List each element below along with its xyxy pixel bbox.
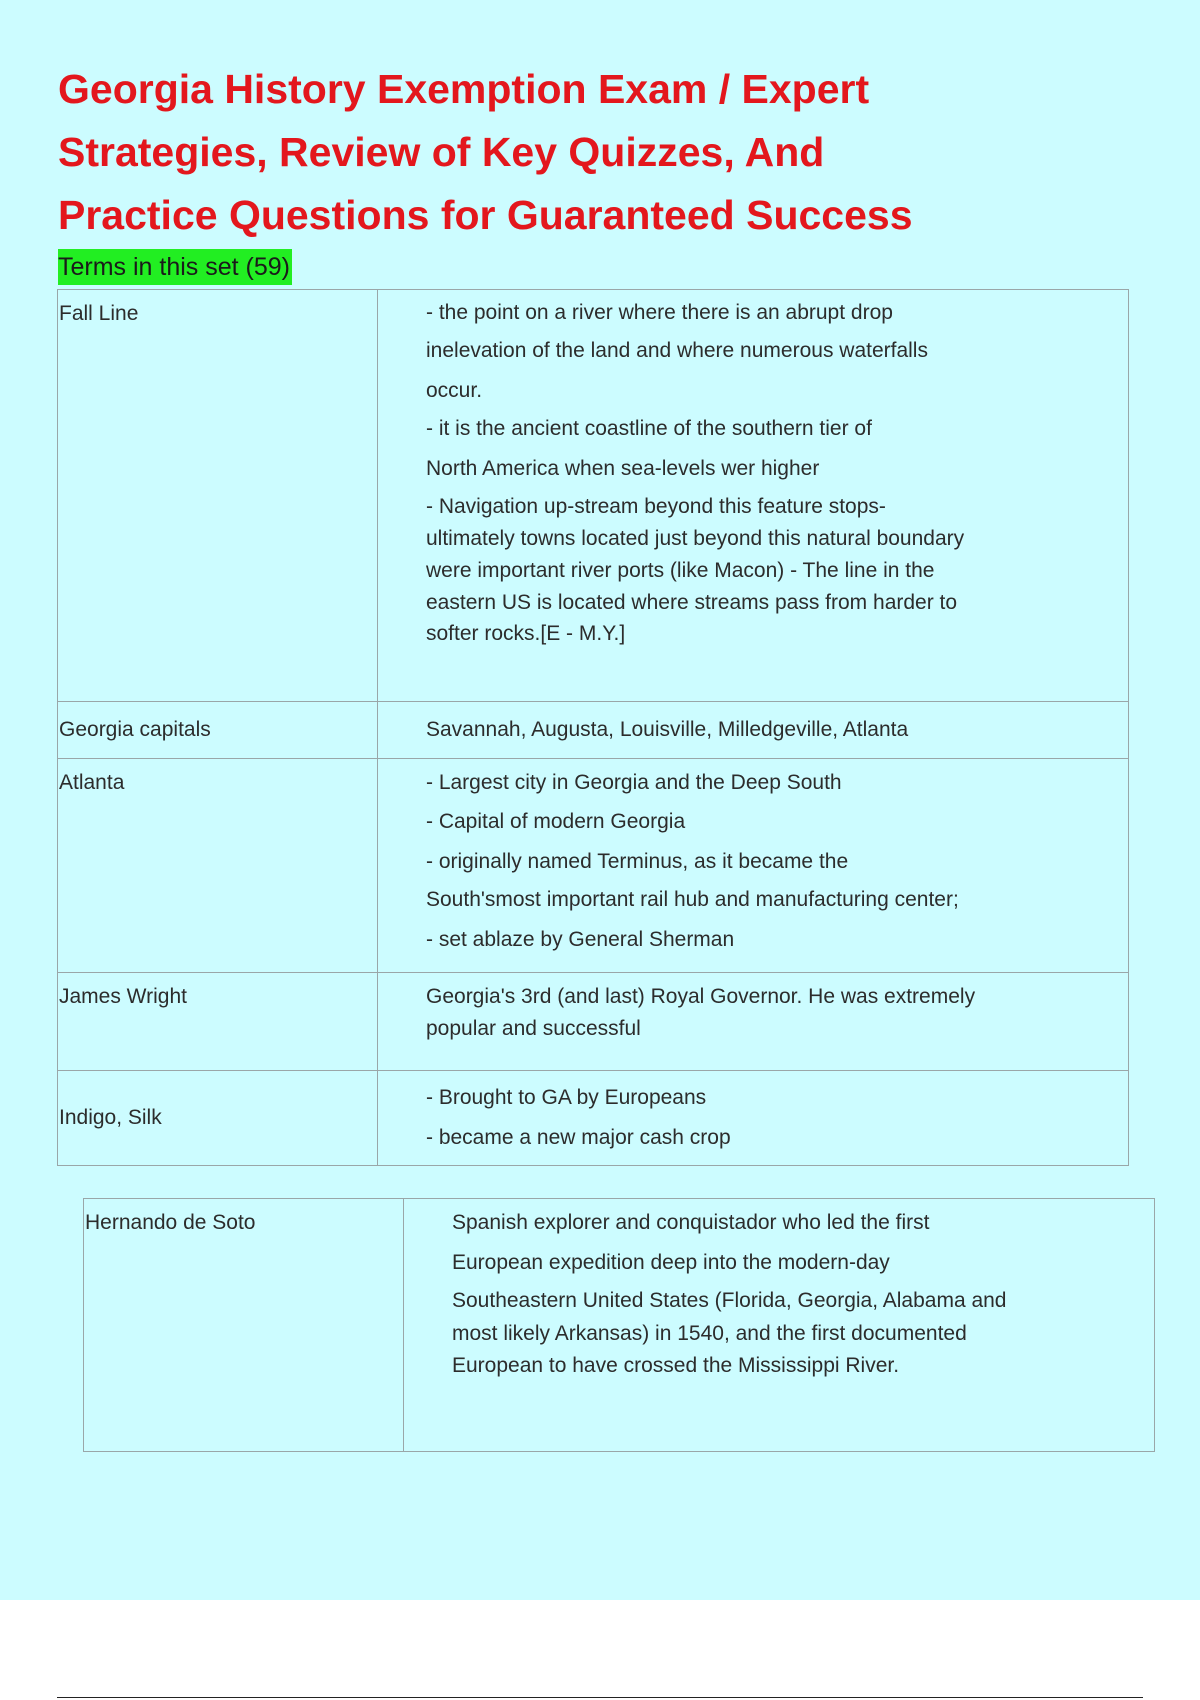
definition-line: - Brought to GA by Europeans	[426, 1086, 707, 1109]
definition-line: Savannah, Augusta, Louisville, Milledgeville, Atlanta	[426, 718, 909, 741]
term-row-fall-line	[58, 290, 1129, 702]
definition-line: softer rocks.[E - M.Y.]	[426, 622, 626, 645]
definition-line: - Capital of modern Georgia	[426, 810, 686, 833]
definition-line: - set ablaze by General Sherman	[426, 928, 735, 951]
term-row-indigo-silk	[58, 1071, 1129, 1166]
definition-line: Southeastern United States (Florida, Georgia, Alabama and	[452, 1289, 1007, 1312]
definition-line: European to have crossed the Mississippi River.	[452, 1354, 900, 1377]
definition-line: North America when sea-levels wer higher	[426, 457, 820, 480]
definition-cell	[404, 1199, 1155, 1452]
definition-line: Spanish explorer and conquistador who led the first	[452, 1211, 930, 1234]
definition-line: popular and successful	[426, 1017, 641, 1040]
terms-table-continued	[83, 1198, 1155, 1452]
definition-cell	[378, 973, 1129, 1071]
term-cell: Fall Line	[58, 290, 378, 702]
definition-cell	[378, 1071, 1129, 1166]
definition-line: European expedition deep into the modern-day	[452, 1251, 890, 1274]
definition-line: eastern US is located where streams pass from harder to	[426, 591, 958, 614]
definition-line: - Largest city in Georgia and the Deep South	[426, 771, 842, 794]
footer-divider	[57, 1697, 1143, 1698]
definition-line: - became a new major cash crop	[426, 1126, 731, 1149]
term-row-hernando-de-soto	[84, 1199, 1155, 1452]
document-title	[58, 58, 958, 247]
definition-cell	[378, 290, 1129, 702]
title-line: Strategies, Review of Key Quizzes, And	[58, 129, 825, 175]
definition-line: inelevation of the land and where numerous waterfalls	[426, 339, 928, 362]
definition-line: - it is the ancient coastline of the southern tier of	[426, 417, 872, 440]
terms-table	[57, 289, 1129, 1166]
definition-line: most likely Arkansas) in 1540, and the first documented	[452, 1322, 967, 1345]
definition-line: - the point on a river where there is an abrupt drop	[426, 301, 893, 324]
title-line: Practice Questions for Guaranteed Success	[58, 192, 913, 238]
term-row-james-wright	[58, 973, 1129, 1071]
definition-cell	[378, 702, 1129, 759]
title-line: Georgia History Exemption Exam / Expert	[58, 66, 870, 112]
term-row-atlanta	[58, 759, 1129, 973]
definition-line: ultimately towns located just beyond this natural boundary	[426, 527, 965, 550]
term-cell: James Wright	[58, 973, 378, 1071]
definition-line: occur.	[426, 379, 483, 402]
definition-line: - Navigation up-stream beyond this feature stops-	[426, 495, 886, 518]
definition-line: - originally named Terminus, as it became the	[426, 850, 849, 873]
term-cell: Georgia capitals	[58, 702, 378, 759]
definition-cell	[378, 759, 1129, 973]
term-row-georgia-capitals	[58, 702, 1129, 759]
definition-line: Georgia's 3rd (and last) Royal Governor. He was extremely	[426, 985, 976, 1008]
term-cell: Atlanta	[58, 759, 378, 973]
term-cell: Indigo, Silk	[58, 1071, 378, 1166]
terms-count-label: Terms in this set (59)	[58, 249, 292, 285]
definition-line: were important river ports (like Macon) - The line in the	[426, 559, 935, 582]
definition-line: South'smost important rail hub and manufacturing center;	[426, 888, 959, 911]
term-cell: Hernando de Soto	[84, 1199, 404, 1452]
